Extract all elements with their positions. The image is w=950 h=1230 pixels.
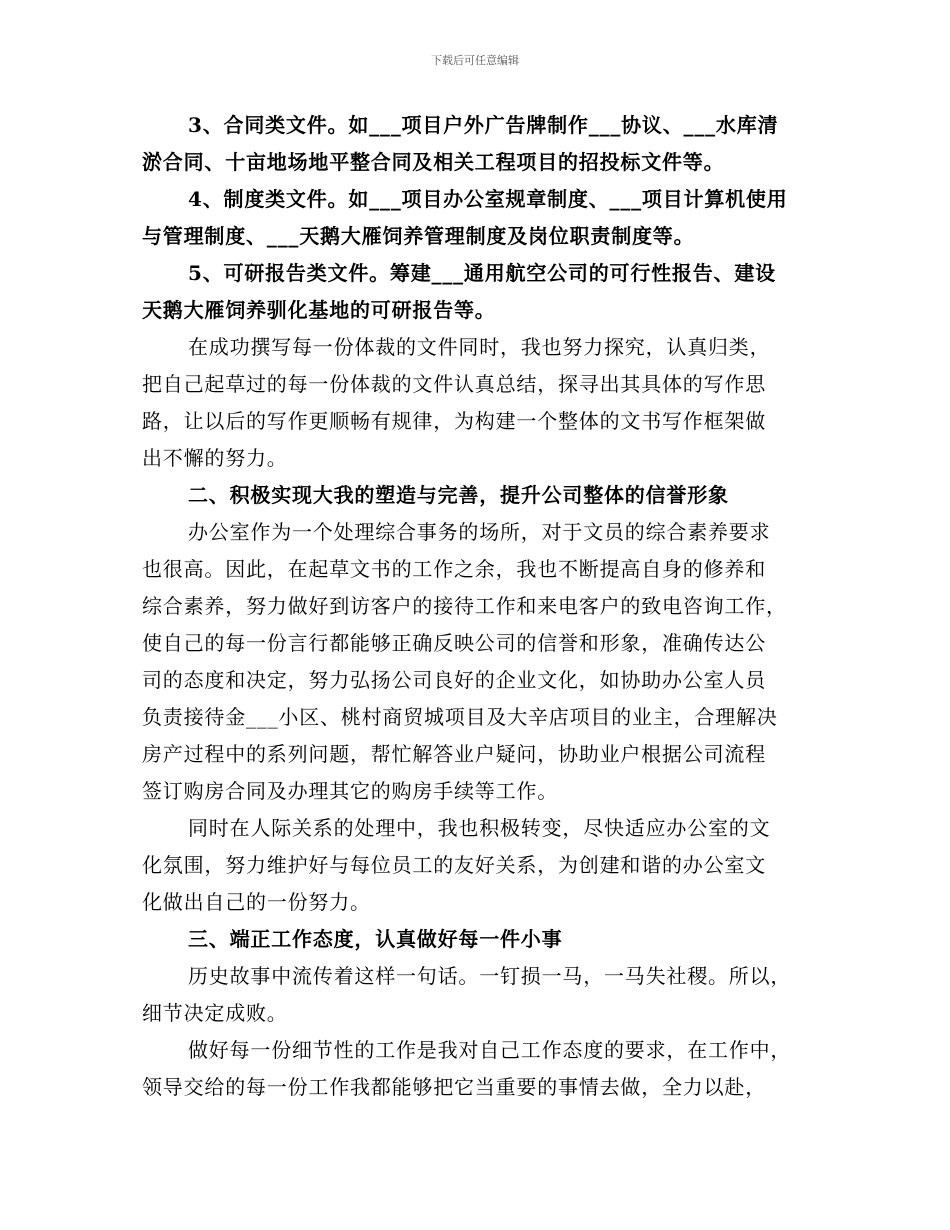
text-line: 把自己起草过的每一份体裁的文件认真总结，探寻出其具体的写作思	[142, 372, 766, 396]
document-body	[142, 107, 812, 1106]
text-line: 同时在人际关系的处理中，我也积极转变，尽快适应办公室的文	[188, 816, 771, 840]
text-line: 在成功撰写每一份体裁的文件同时，我也努力探究，认真归类，	[188, 335, 771, 359]
text-line: 司的态度和决定，努力弘扬公司良好的企业文化，如协助办公室人员	[142, 668, 766, 692]
text-line: 出不懈的努力。	[142, 446, 288, 470]
text-line: 也很高。因此，在起草文书的工作之余，我也不断提高自身的修养和	[142, 557, 766, 581]
text-line: 路，让以后的写作更顺畅有规律，为构建一个整体的文书写作框架做	[142, 409, 766, 433]
heading-line: 天鹅大雁饲养驯化基地的可研报告等。	[142, 298, 496, 322]
heading-line: 4、制度类文件。如___项目办公室规章制度、___项目计算机使用	[188, 187, 788, 211]
text-line: 综合素养，努力做好到访客户的接待工作和来电客户的致电咨询工作，	[142, 594, 787, 618]
text-line: 签订购房合同及办理其它的购房手续等工作。	[142, 779, 558, 803]
heading-line: 淤合同、十亩地场地平整合同及相关工程项目的招投标文件等。	[142, 150, 725, 174]
text-line: 办公室作为一个处理综合事务的场所，对于文员的综合素养要求	[188, 520, 771, 544]
text-line: 使自己的每一份言行都能够正确反映公司的信誉和形象，准确传达公	[142, 631, 766, 655]
text-line: 做好每一份细节性的工作是我对自己工作态度的要求，在工作中，	[188, 1038, 792, 1062]
text-line: 化氛围，努力维护好与每位员工的友好关系，为创建和谐的办公室文	[142, 853, 766, 877]
text-line: 细节决定成败。	[142, 1001, 288, 1025]
text-line: 历史故事中流传着这样一句话。一钉损一马，一马失社稷。所以，	[188, 964, 792, 988]
text-line: 负责接待金___小区、桃村商贸城项目及大辛店项目的业主，合理解决	[142, 705, 778, 729]
heading-line: 二、积极实现大我的塑造与完善，提升公司整体的信誉形象	[188, 483, 729, 507]
heading-line: 与管理制度、___天鹅大雁饲养管理制度及岗位职责制度等。	[142, 224, 695, 248]
text-line: 领导交给的每一份工作我都能够把它当重要的事情去做，全力以赴，	[142, 1075, 766, 1099]
heading-line: 5、可研报告类文件。筹建___通用航空公司的可行性报告、建设	[188, 261, 776, 285]
heading-line: 3、合同类文件。如___项目户外广告牌制作___协议、___水库清	[188, 113, 779, 137]
text-line: 化做出自己的一份努力。	[142, 890, 371, 914]
page-header-note: 下载后可任意编辑	[431, 54, 519, 67]
heading-line: 三、端正工作态度，认真做好每一件小事	[188, 927, 563, 951]
text-line: 房产过程中的系列问题，帮忙解答业户疑问，协助业户根据公司流程	[142, 742, 766, 766]
